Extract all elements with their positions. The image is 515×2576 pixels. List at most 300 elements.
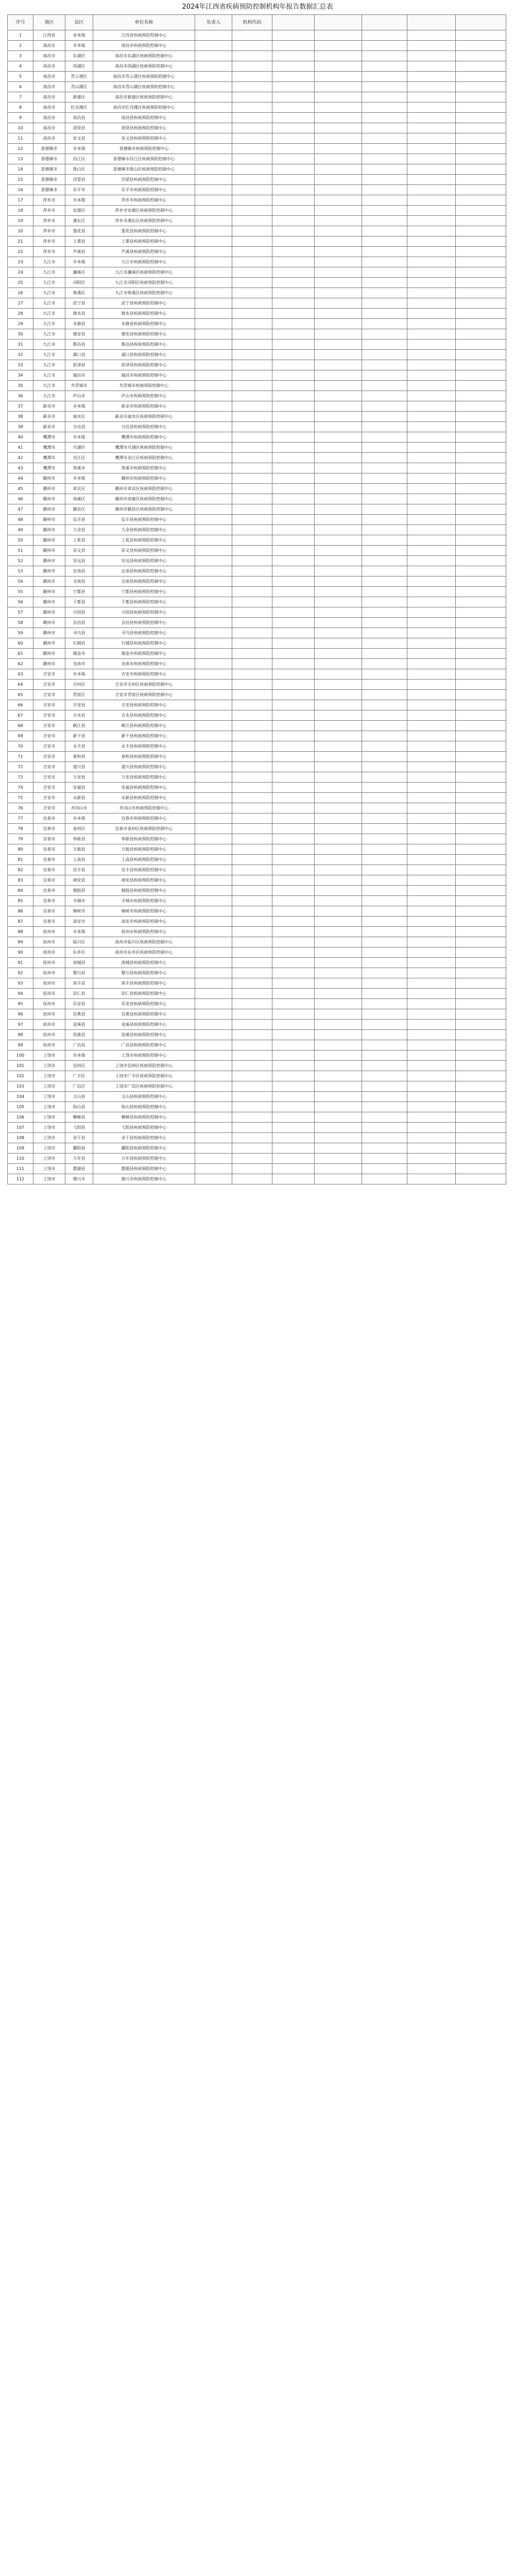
table-cell <box>315 556 362 566</box>
table-cell: 宜黄县疾病预防控制中心 <box>93 1009 195 1020</box>
table-cell <box>272 72 315 82</box>
table-cell <box>272 185 315 195</box>
table-cell <box>195 865 232 875</box>
table-row <box>8 504 506 515</box>
table-cell: 9 <box>8 113 33 123</box>
table-row <box>8 618 506 628</box>
table-cell <box>315 185 362 195</box>
table-cell <box>272 824 315 834</box>
table-cell <box>232 504 272 515</box>
table-cell: 105 <box>8 1102 33 1112</box>
table-row <box>8 247 506 257</box>
table-cell <box>232 886 272 896</box>
table-cell: 103 <box>8 1081 33 1092</box>
table-cell <box>272 360 315 370</box>
table-cell <box>195 824 232 834</box>
table-cell <box>407 1164 456 1174</box>
table-cell <box>232 61 272 72</box>
table-cell: 吉安市 <box>33 741 65 752</box>
table-cell: 共青城市 <box>65 381 93 391</box>
table-cell <box>362 30 407 41</box>
table-cell <box>195 556 232 566</box>
table-cell: 章贡区 <box>65 484 93 494</box>
table-cell <box>456 875 506 886</box>
table-cell <box>272 937 315 947</box>
table-cell: 61 <box>8 649 33 659</box>
table-cell <box>195 587 232 597</box>
table-cell: 泰和县疾病预防控制中心 <box>93 752 195 762</box>
table-cell: 九江市 <box>33 340 65 350</box>
table-cell <box>362 999 407 1009</box>
table-cell <box>272 278 315 288</box>
table-cell: 上饶市 <box>33 1123 65 1133</box>
table-cell: 宜春市 <box>33 844 65 855</box>
table-cell: 94 <box>8 989 33 999</box>
table-cell: 抚州市 <box>33 958 65 968</box>
table-cell <box>272 577 315 587</box>
table-cell <box>195 350 232 360</box>
table-cell: 德安县疾病预防控制中心 <box>93 329 195 340</box>
table-cell <box>272 999 315 1009</box>
table-cell: 临川区 <box>65 937 93 947</box>
table-cell: 抚州市东乡区疾病预防控制中心 <box>93 947 195 958</box>
table-cell <box>362 597 407 607</box>
table-row <box>8 978 506 989</box>
table-cell <box>232 236 272 247</box>
table-row <box>8 844 506 855</box>
table-cell <box>456 298 506 309</box>
table-cell <box>407 1081 456 1092</box>
table-cell <box>195 30 232 41</box>
table-cell <box>407 103 456 113</box>
table-cell <box>272 154 315 164</box>
table-cell: 萍乡市疾病预防控制中心 <box>93 195 195 206</box>
table-cell <box>407 1112 456 1123</box>
table-cell <box>315 30 362 41</box>
table-cell <box>407 978 456 989</box>
table-cell: 分宜县 <box>65 422 93 432</box>
table-cell <box>232 628 272 638</box>
table-cell <box>195 1061 232 1071</box>
table-cell: 39 <box>8 422 33 432</box>
table-cell <box>232 350 272 360</box>
table-cell: 南昌市 <box>33 123 65 133</box>
table-cell <box>315 247 362 257</box>
table-cell <box>407 917 456 927</box>
table-cell <box>456 144 506 154</box>
table-cell: 106 <box>8 1112 33 1123</box>
table-cell <box>272 566 315 577</box>
table-row <box>8 236 506 247</box>
table-row <box>8 515 506 525</box>
table-cell <box>232 638 272 649</box>
table-cell <box>315 236 362 247</box>
table-row <box>8 731 506 741</box>
table-cell <box>456 1154 506 1164</box>
table-cell <box>272 927 315 937</box>
table-row <box>8 607 506 618</box>
table-cell <box>456 154 506 164</box>
table-cell <box>407 999 456 1009</box>
table-cell: 宁都县疾病预防控制中心 <box>93 587 195 597</box>
table-cell: 吉安市疾病预防控制中心 <box>93 669 195 680</box>
table-cell: 市本级 <box>65 1050 93 1061</box>
table-cell: 26 <box>8 288 33 298</box>
table-cell <box>407 731 456 741</box>
table-cell <box>272 257 315 267</box>
table-row <box>8 906 506 917</box>
table-cell: 九江市 <box>33 391 65 401</box>
table-cell <box>232 546 272 556</box>
table-cell: 上栗县 <box>65 236 93 247</box>
table-cell <box>407 814 456 824</box>
table-cell <box>272 968 315 978</box>
table-cell <box>272 772 315 783</box>
table-cell: 90 <box>8 947 33 958</box>
table-row <box>8 30 506 41</box>
table-cell: 64 <box>8 680 33 690</box>
table-cell <box>456 432 506 443</box>
table-cell <box>232 659 272 669</box>
table-cell <box>272 216 315 226</box>
table-cell: 昌江区 <box>65 154 93 164</box>
table-cell <box>456 340 506 350</box>
table-cell <box>315 886 362 896</box>
table-cell: 红谷滩区 <box>65 103 93 113</box>
table-cell <box>407 556 456 566</box>
table-cell: 南城县 <box>65 958 93 968</box>
table-cell: 赣州市疾病预防控制中心 <box>93 473 195 484</box>
table-cell <box>232 123 272 133</box>
table-cell: 41 <box>8 443 33 453</box>
table-cell <box>232 1020 272 1030</box>
table-cell: 奉新县 <box>65 834 93 844</box>
table-cell <box>362 288 407 298</box>
table-cell: 46 <box>8 494 33 504</box>
table-cell <box>407 226 456 236</box>
table-cell: 吉安市 <box>33 710 65 721</box>
table-row <box>8 1009 506 1020</box>
table-cell <box>362 927 407 937</box>
table-cell: 市本级 <box>65 41 93 51</box>
table-cell: 会昌县疾病预防控制中心 <box>93 618 195 628</box>
table-row <box>8 144 506 154</box>
table-cell <box>407 577 456 587</box>
table-cell <box>407 628 456 638</box>
table-cell: 南城县疾病预防控制中心 <box>93 958 195 968</box>
table-cell: 89 <box>8 937 33 947</box>
table-cell <box>272 484 315 494</box>
table-cell: 上饶市 <box>33 1154 65 1164</box>
table-cell <box>232 51 272 61</box>
table-cell <box>272 144 315 154</box>
table-cell <box>195 412 232 422</box>
table-cell <box>456 381 506 391</box>
table-cell <box>362 515 407 525</box>
table-cell <box>232 1009 272 1020</box>
table-cell: 永新县疾病预防控制中心 <box>93 793 195 803</box>
table-cell: 66 <box>8 700 33 710</box>
table-cell <box>362 546 407 556</box>
table-cell <box>315 164 362 175</box>
table-cell: 76 <box>8 803 33 814</box>
table-cell <box>456 267 506 278</box>
table-row <box>8 947 506 958</box>
table-cell: 96 <box>8 1009 33 1020</box>
table-cell <box>232 41 272 51</box>
table-cell: 18 <box>8 206 33 216</box>
table-cell: 赣州市 <box>33 577 65 587</box>
table-cell <box>362 1050 407 1061</box>
table-cell <box>195 484 232 494</box>
table-cell: 44 <box>8 473 33 484</box>
table-cell <box>195 133 232 144</box>
table-cell <box>407 185 456 195</box>
table-cell: 石城县 <box>65 638 93 649</box>
table-cell <box>362 1071 407 1081</box>
table-row <box>8 443 506 453</box>
table-cell <box>315 319 362 329</box>
table-cell <box>407 834 456 844</box>
table-cell: 吉安市 <box>33 680 65 690</box>
table-cell <box>315 917 362 927</box>
table-cell <box>362 834 407 844</box>
table-cell <box>407 453 456 463</box>
table-row <box>8 350 506 360</box>
table-cell <box>195 669 232 680</box>
table-cell: 上饶市 <box>33 1092 65 1102</box>
table-cell <box>272 51 315 61</box>
table-cell <box>195 154 232 164</box>
table-cell <box>315 226 362 236</box>
table-row <box>8 401 506 412</box>
table-cell: 九江市 <box>33 381 65 391</box>
table-cell <box>456 978 506 989</box>
table-cell <box>362 350 407 360</box>
table-cell <box>362 1133 407 1143</box>
table-row <box>8 803 506 814</box>
table-cell <box>362 432 407 443</box>
table-cell: 7 <box>8 92 33 103</box>
table-cell: 37 <box>8 401 33 412</box>
table-cell <box>407 113 456 123</box>
table-cell: 鹰潭市 <box>33 432 65 443</box>
table-cell <box>195 906 232 917</box>
table-cell: 抚州市临川区疾病预防控制中心 <box>93 937 195 947</box>
table-row <box>8 329 506 340</box>
table-cell <box>315 1020 362 1030</box>
table-cell: 23 <box>8 257 33 267</box>
table-cell <box>195 236 232 247</box>
table-cell <box>195 298 232 309</box>
table-cell <box>195 783 232 793</box>
table-cell <box>407 1123 456 1133</box>
table-cell <box>407 1061 456 1071</box>
table-cell: 市本级 <box>65 432 93 443</box>
table-cell <box>362 628 407 638</box>
table-cell: 87 <box>8 917 33 927</box>
table-cell <box>272 1123 315 1133</box>
table-cell: 萍乡市 <box>33 226 65 236</box>
table-row <box>8 937 506 947</box>
table-cell <box>195 422 232 432</box>
table-cell: 信州区 <box>65 1061 93 1071</box>
table-cell <box>195 803 232 814</box>
table-cell <box>456 185 506 195</box>
table-cell <box>195 82 232 92</box>
table-row <box>8 865 506 875</box>
table-cell: 22 <box>8 247 33 257</box>
table-cell: 九江市 <box>33 360 65 370</box>
table-cell <box>195 443 232 453</box>
table-cell <box>362 1102 407 1112</box>
table-row <box>8 1061 506 1071</box>
table-row <box>8 226 506 236</box>
table-cell: 南昌市东湖区疾病预防控制中心 <box>93 51 195 61</box>
table-cell <box>456 360 506 370</box>
table-cell <box>272 453 315 463</box>
table-cell <box>272 123 315 133</box>
column-header: 单位名称 <box>93 15 195 30</box>
table-cell <box>315 113 362 123</box>
table-cell: 景德镇市 <box>33 144 65 154</box>
table-cell <box>407 597 456 607</box>
column-header: 地区 <box>33 15 65 30</box>
table-cell: 莲花县疾病预防控制中心 <box>93 226 195 236</box>
table-row <box>8 772 506 783</box>
table-cell <box>232 896 272 906</box>
table-cell: 铜鼓县 <box>65 886 93 896</box>
table-cell: 南昌市 <box>33 133 65 144</box>
table-cell <box>407 236 456 247</box>
table-cell <box>195 1050 232 1061</box>
table-cell <box>315 793 362 803</box>
table-cell <box>407 82 456 92</box>
table-cell <box>195 41 232 51</box>
data-table <box>7 14 506 1184</box>
table-cell <box>315 525 362 535</box>
table-cell: 抚州市疾病预防控制中心 <box>93 927 195 937</box>
table-cell: 吉安市 <box>33 762 65 772</box>
table-cell <box>362 175 407 185</box>
table-cell <box>272 978 315 989</box>
table-cell: 袁州区 <box>65 824 93 834</box>
table-cell <box>195 680 232 690</box>
table-cell <box>315 824 362 834</box>
table-cell <box>362 391 407 401</box>
table-cell <box>272 762 315 772</box>
table-cell: 104 <box>8 1092 33 1102</box>
table-cell <box>407 1154 456 1164</box>
table-cell: 金溪县 <box>65 1020 93 1030</box>
table-cell <box>315 41 362 51</box>
table-cell: 南丰县疾病预防控制中心 <box>93 978 195 989</box>
table-cell <box>456 288 506 298</box>
table-cell: 横峰县疾病预防控制中心 <box>93 1112 195 1123</box>
table-cell <box>315 700 362 710</box>
table-cell: 1 <box>8 30 33 41</box>
table-cell <box>362 917 407 927</box>
table-cell: 15 <box>8 175 33 185</box>
table-row <box>8 1133 506 1143</box>
table-row <box>8 546 506 556</box>
table-cell <box>272 803 315 814</box>
table-cell: 崇仁县 <box>65 989 93 999</box>
table-cell <box>195 267 232 278</box>
table-cell <box>315 710 362 721</box>
table-row <box>8 999 506 1009</box>
table-cell <box>232 814 272 824</box>
table-row <box>8 195 506 206</box>
table-cell: 上饶市 <box>33 1071 65 1081</box>
table-cell: 于都县疾病预防控制中心 <box>93 597 195 607</box>
table-cell <box>407 422 456 432</box>
table-cell <box>362 1030 407 1040</box>
table-cell <box>315 72 362 82</box>
table-cell <box>232 958 272 968</box>
table-cell: 余江区 <box>65 453 93 463</box>
table-cell <box>456 216 506 226</box>
table-cell: 龙南市疾病预防控制中心 <box>93 659 195 669</box>
table-cell <box>407 309 456 319</box>
table-cell <box>456 51 506 61</box>
table-cell: 铅山县疾病预防控制中心 <box>93 1102 195 1112</box>
table-cell <box>272 638 315 649</box>
table-cell <box>232 803 272 814</box>
table-cell <box>272 958 315 968</box>
table-row <box>8 1040 506 1050</box>
table-cell <box>272 504 315 515</box>
table-cell: 吉州区 <box>65 680 93 690</box>
table-cell: 贵溪市疾病预防控制中心 <box>93 463 195 473</box>
table-cell: 定南县 <box>65 566 93 577</box>
table-cell <box>407 875 456 886</box>
table-cell <box>362 103 407 113</box>
table-cell: 赣州市 <box>33 587 65 597</box>
table-row <box>8 700 506 710</box>
table-cell <box>315 875 362 886</box>
table-cell <box>272 896 315 906</box>
table-cell: 市本级 <box>65 669 93 680</box>
table-cell: 九江市 <box>33 319 65 329</box>
table-cell <box>232 257 272 267</box>
table-cell <box>456 1112 506 1123</box>
table-cell: 青山湖区 <box>65 82 93 92</box>
table-cell <box>407 41 456 51</box>
table-cell <box>195 370 232 381</box>
table-cell: 弋阳县 <box>65 1123 93 1133</box>
table-cell: 新余市渝水区疾病预防控制中心 <box>93 412 195 422</box>
table-cell: 萍乡市湘东区疾病预防控制中心 <box>93 216 195 226</box>
table-cell: 峡江县 <box>65 721 93 731</box>
table-cell: 东湖区 <box>65 51 93 61</box>
table-cell: 吉水县 <box>65 710 93 721</box>
table-cell: 92 <box>8 968 33 978</box>
table-header-row <box>8 15 506 30</box>
table-cell: 14 <box>8 164 33 175</box>
table-cell <box>232 422 272 432</box>
table-cell: 遂川县 <box>65 762 93 772</box>
table-cell: 12 <box>8 144 33 154</box>
column-header <box>456 15 506 30</box>
table-cell <box>195 247 232 257</box>
table-cell: 81 <box>8 855 33 865</box>
column-header <box>272 15 315 30</box>
table-cell <box>456 319 506 329</box>
table-cell <box>232 494 272 504</box>
table-cell <box>195 185 232 195</box>
table-cell <box>456 1071 506 1081</box>
